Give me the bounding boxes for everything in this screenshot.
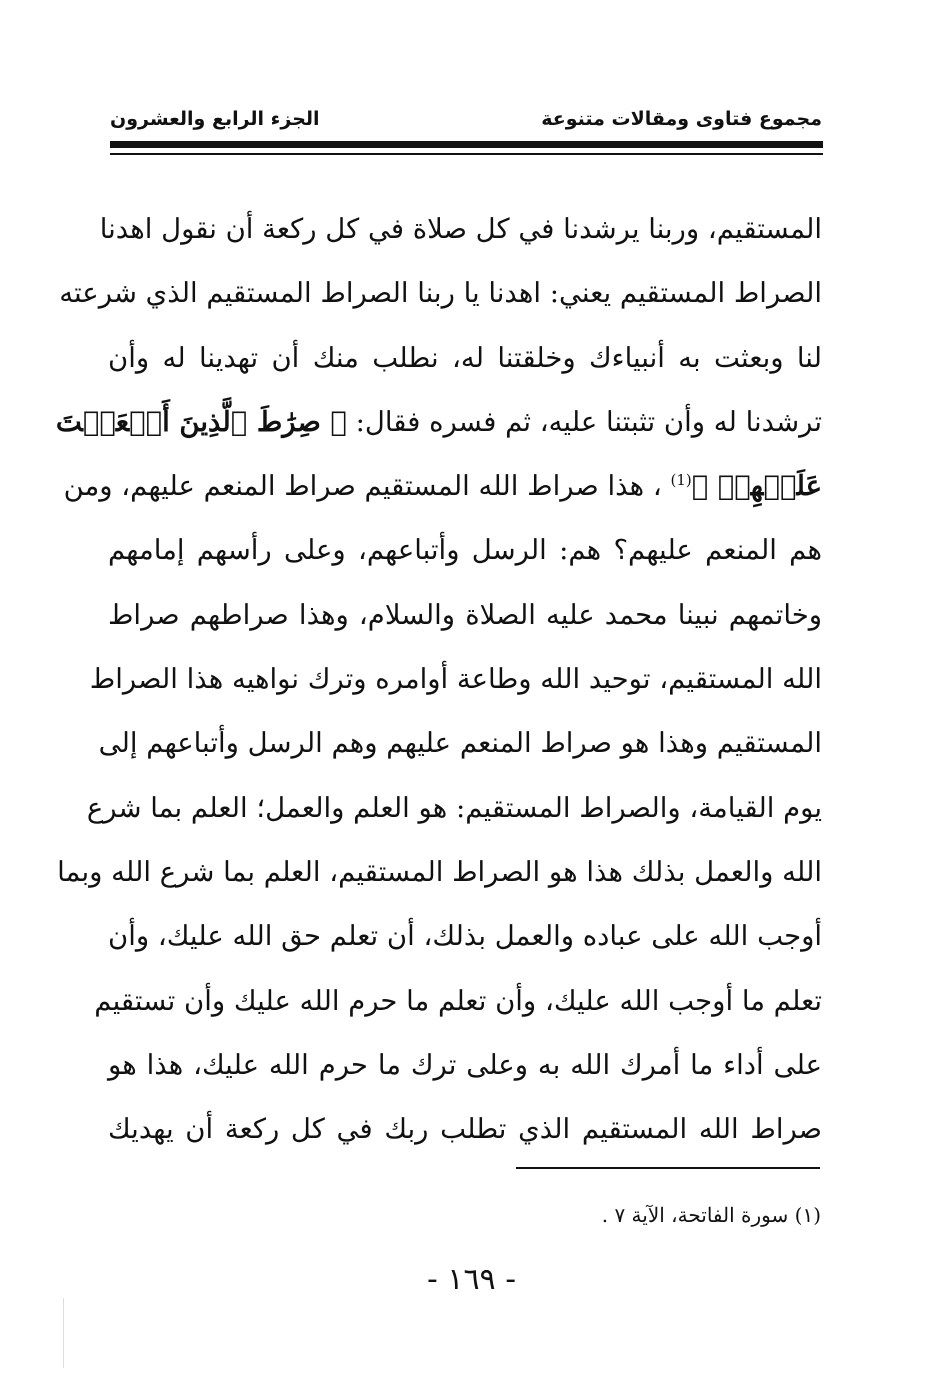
header-rule-thin <box>110 153 823 155</box>
quran-verse-part2: عَلَيۡهِمۡ ﴾ <box>691 470 822 503</box>
text-line: المستقيم وهذا هو صراط المنعم عليهم وهم الرسل وأتباعهم إلى <box>98 727 822 760</box>
footnote: (١) سورة الفاتحة، الآية ٧ . <box>601 1203 821 1227</box>
text-line: على أداء ما أمرك الله به وعلى ترك ما حرم الله عليك، هذا هو <box>108 1048 822 1081</box>
header-rule-thick <box>110 141 823 148</box>
text-line: أوجب الله على عباده والعمل بذلك، أن تعلم حق الله عليك، وأن <box>108 920 822 953</box>
text-line: تعلم ما أوجب الله عليك، وأن تعلم ما حرم الله عليك وأن تستقيم <box>94 984 822 1017</box>
text-line: لنا وبعثت به أنبياءك وخلقتنا له، نطلب منك أن تهدينا له وأن <box>108 341 822 374</box>
text-line: صراط الله المستقيم الذي تطلب ربك في كل ركعة أن يهديك <box>108 1113 822 1146</box>
footnote-reference: (1) <box>670 471 692 490</box>
quran-verse-part1: ﴿ صِرَٰطَ ٱلَّذِينَ أَنۡعَمۡتَ <box>55 405 347 438</box>
text-segment: ترشدنا له وأن تثبتنا عليه، ثم فسره فقال: <box>355 405 822 438</box>
page-number: - ١٦٩ - <box>426 1262 517 1297</box>
text-line: وخاتمهم نبينا محمد عليه الصلاة والسلام، وهذا صراطهم صراط <box>108 598 822 631</box>
header-volume: الجزء الرابع والعشرون <box>110 108 320 130</box>
text-line: يوم القيامة، والصراط المستقيم: هو العلم والعمل؛ العلم بما شرع <box>86 791 822 824</box>
text-line: الله المستقيم، توحيد الله وطاعة أوامره وترك نواهيه هذا الصراط <box>89 663 822 696</box>
main-text <box>55 197 822 1161</box>
header-book-title: مجموع فتاوى ومقالات متنوعة <box>541 108 822 130</box>
text-line-with-verse <box>63 454 822 518</box>
text-line: المستقيم، وربنا يرشدنا في كل صلاة في كل ركعة أن نقول اهدنا <box>99 213 822 245</box>
text-line: الصراط المستقيم يعني: اهدنا يا ربنا الصراط المستقيم الذي شرعته <box>59 277 822 310</box>
footnote-divider <box>516 1167 820 1169</box>
scan-artifact <box>63 1298 64 1368</box>
running-header <box>110 108 822 130</box>
text-line-with-verse <box>55 390 822 454</box>
text-line: الله والعمل بذلك هذا هو الصراط المستقيم، العلم بما شرع الله وبما <box>57 855 822 888</box>
text-segment: ، هذا صراط الله المستقيم صراط المنعم عليهم، ومن <box>63 470 662 503</box>
text-line: هم المنعم عليهم؟ هم: الرسل وأتباعهم، وعلى رأسهم إمامهم <box>108 534 822 567</box>
